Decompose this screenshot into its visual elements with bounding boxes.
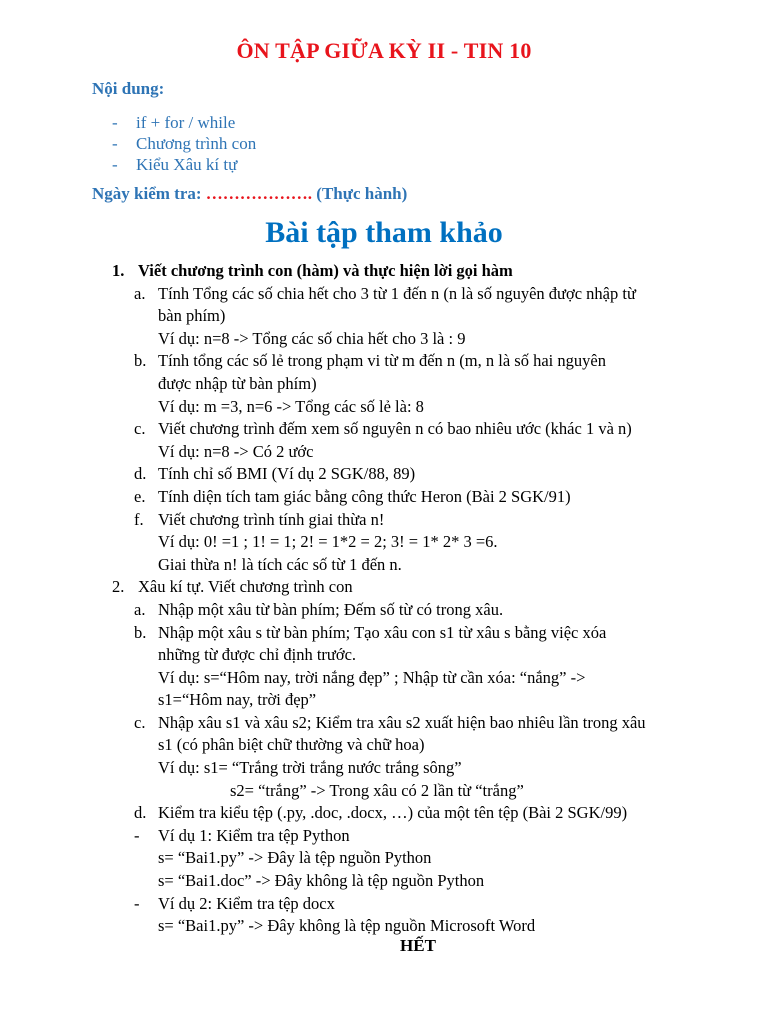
item-marker: a. — [134, 283, 146, 303]
item-marker: d. — [134, 803, 147, 823]
item-line: Viết chương trình tính giai thừa n! — [158, 509, 385, 529]
item-text — [158, 463, 692, 486]
item-line: được nhập từ bàn phím) — [158, 373, 317, 393]
exam-date-label: Ngày kiểm tra: — [92, 184, 202, 203]
item-marker: - — [134, 825, 140, 845]
item-line: Nhập xâu s1 và xâu s2; Kiểm tra xâu s2 xuất hiện bao nhiêu lần trong xâu — [158, 712, 646, 732]
section-title: Xâu kí tự. Viết chương trình con — [138, 577, 353, 597]
item-line: những từ được chỉ định trước. — [158, 645, 357, 665]
section-1-items — [112, 283, 692, 577]
item-line: Ví dụ 2: Kiểm tra tệp docx — [158, 893, 335, 913]
item-marker: e. — [134, 486, 146, 506]
topic-text: Chương trình con — [136, 134, 257, 153]
exercise-item — [134, 893, 692, 938]
topic-text: if + for / while — [136, 113, 236, 132]
item-line: s= “Bai1.doc” -> Đây không là tệp nguồn Python — [158, 871, 485, 891]
item-text — [158, 893, 692, 938]
section-number: 2. — [112, 577, 125, 597]
item-line: Ví dụ: s1= “Trắng trời trắng nước trắng sông” — [158, 758, 462, 778]
exercise-item — [134, 463, 692, 486]
item-marker: - — [134, 893, 140, 913]
bullet-dash: - — [112, 155, 118, 174]
topic-item — [112, 154, 256, 175]
item-text — [158, 418, 692, 463]
item-text — [158, 350, 692, 418]
topic-item — [112, 133, 256, 154]
topic-item — [112, 112, 256, 133]
section-heading — [112, 576, 692, 599]
item-line: Nhập một xâu từ bàn phím; Đếm số từ có trong xâu. — [158, 599, 504, 619]
item-text — [158, 622, 692, 712]
end-marker: HẾT — [400, 936, 436, 955]
item-line: Kiểm tra kiểu tệp (.py, .doc, .docx, …) của một tên tệp (Bài 2 SGK/99) — [158, 803, 628, 823]
exercise-item — [134, 599, 692, 622]
item-text — [158, 712, 692, 780]
exercise-item — [134, 418, 692, 463]
exercise-item — [134, 509, 692, 577]
exercise-item — [134, 350, 692, 418]
exam-date-line — [92, 184, 407, 204]
item-line: Giai thừa n! là tích các số từ 1 đến n. — [158, 554, 402, 574]
exercise-item — [134, 802, 692, 825]
item-marker: b. — [134, 622, 147, 642]
exercise-item — [134, 712, 692, 780]
document-title: ÔN TẬP GIỮA KỲ II - TIN 10 — [236, 38, 532, 63]
section-2-items — [112, 599, 692, 938]
item-line: Ví dụ 1: Kiểm tra tệp Python — [158, 825, 350, 845]
item-line: Nhập một xâu s từ bàn phím; Tạo xâu con s1 từ xâu s bằng việc xóa — [158, 622, 607, 642]
item-marker: c. — [134, 419, 146, 439]
item-line: s= “Bai1.py” -> Đây không là tệp nguồn Microsoft Word — [158, 916, 536, 936]
item-marker: b. — [134, 351, 147, 371]
item-line: Ví dụ: n=8 -> Có 2 ước — [158, 441, 314, 461]
item-line: Ví dụ: m =3, n=6 -> Tổng các số lẻ là: 8 — [158, 396, 424, 416]
item-text — [158, 283, 692, 351]
exercise-item — [134, 622, 692, 712]
exercise-item — [134, 283, 692, 351]
bullet-dash: - — [112, 134, 118, 153]
section-number: 1. — [112, 261, 125, 280]
item-text — [158, 825, 692, 893]
topic-text: Kiểu Xâu kí tự — [136, 155, 238, 174]
exercise-item — [134, 825, 692, 893]
item-text — [158, 509, 692, 577]
item-line: s2= “trắng” -> Trong xâu có 2 lần từ “trắng” — [230, 780, 524, 800]
item-line: Viết chương trình đếm xem số nguyên n có bao nhiêu ước (khác 1 và n) — [158, 419, 632, 439]
item-text — [158, 599, 692, 622]
item-marker: c. — [134, 712, 146, 732]
item-line: Tính chỉ số BMI (Ví dụ 2 SGK/88, 89) — [158, 464, 416, 484]
item-line: Ví dụ: s=“Hôm nay, trời nắng đẹp” ; Nhập từ cần xóa: “nắng” -> — [158, 667, 586, 687]
item-line: s1=“Hôm nay, trời đẹp” — [158, 690, 317, 710]
exercise-list — [112, 260, 692, 938]
item-text — [158, 802, 692, 825]
reference-title: Bài tập tham khảo — [265, 216, 503, 249]
exercise-item — [134, 486, 692, 509]
item-line: Tính tổng các số lẻ trong phạm vi từ m đến n (m, n là số hai nguyên — [158, 351, 606, 371]
content-label: Nội dung: — [92, 79, 165, 98]
topic-list — [112, 112, 256, 175]
item-marker: f. — [134, 509, 144, 529]
exam-date-blank: ………………. — [205, 184, 313, 203]
item-line: bàn phím) — [158, 306, 226, 326]
bullet-dash: - — [112, 113, 118, 132]
item-line: Tính diện tích tam giác bằng công thức Heron (Bài 2 SGK/91) — [158, 486, 571, 506]
item-line: Ví dụ: n=8 -> Tổng các số chia hết cho 3 là : 9 — [158, 328, 466, 348]
section-title: Viết chương trình con (hàm) và thực hiện lời gọi hàm — [138, 261, 513, 280]
item-text — [158, 486, 692, 509]
item-line: Ví dụ: 0! =1 ; 1! = 1; 2! = 1*2 = 2; 3! = 1* 2* 3 =6. — [158, 532, 498, 552]
exam-type-note: (Thực hành) — [316, 184, 408, 203]
item-marker: d. — [134, 464, 147, 484]
item-line: s= “Bai1.py” -> Đây là tệp nguồn Python — [158, 848, 432, 868]
item-line: s1 (có phân biệt chữ thường và chữ hoa) — [158, 735, 425, 755]
item-marker: a. — [134, 599, 146, 619]
section-heading — [112, 260, 692, 283]
item-line: Tính Tổng các số chia hết cho 3 từ 1 đến n (n là số nguyên được nhập từ — [158, 283, 636, 303]
